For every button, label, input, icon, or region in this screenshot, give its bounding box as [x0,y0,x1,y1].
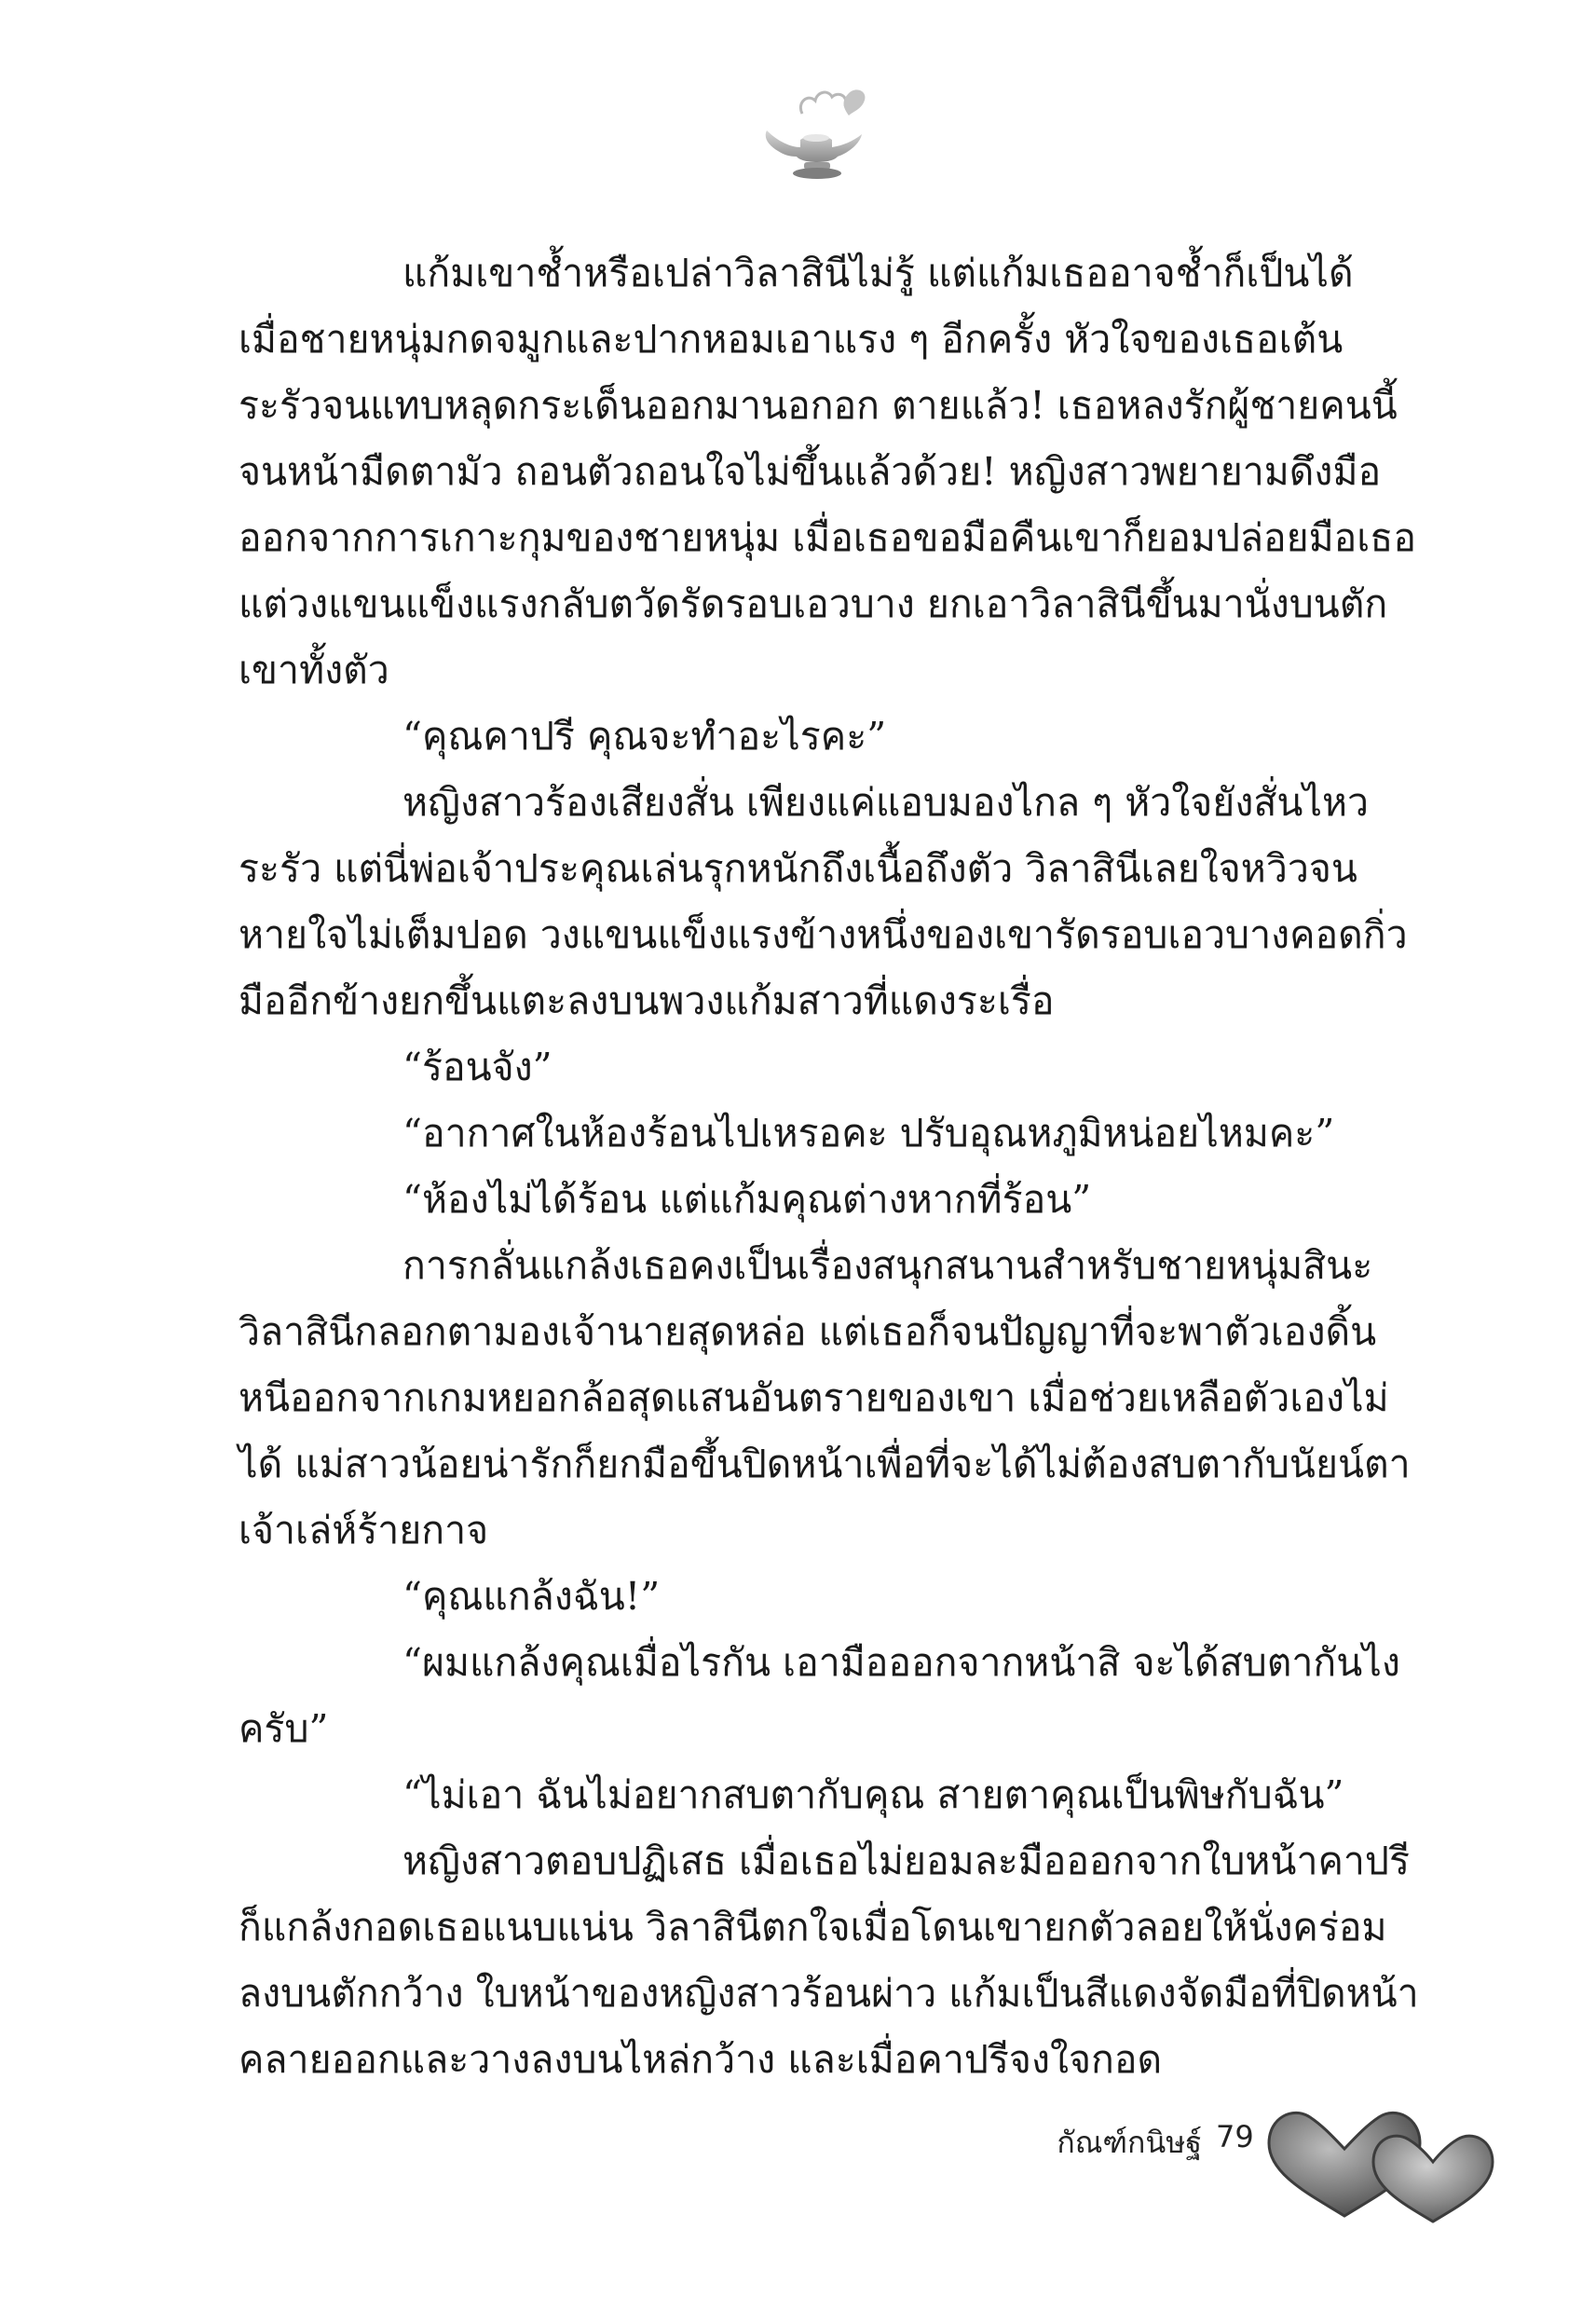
paragraph: หญิงสาวร้องเสียงสั่น เพียงแค่แอบมองไกล ๆ หัวใจยังสั่นไหวระรัว แต่นี่พ่อเจ้าประคุณเล่นรุกหนักถึงเนื้อถึงตัว วิลาสินีเลยใจหวิวจนหายใจไม่เต็มปอด วงแขนแข็งแรงข้างหนึ่งของเขารัดรอบเอวบางคอดกิ่วมืออีกข้างยกขึ้นแตะลงบนพวงแก้มสาวที่แดงระเรื่อ [239,780,1408,1023]
paragraph: “ผมแกล้งคุณเมื่อไรกัน เอามือออกจากหน้าสิ จะได้สบตากันไงครับ” [239,1640,1400,1751]
paragraph: “ไม่เอา ฉันไม่อยากสบตากับคุณ สายตาคุณเป็นพิษกับฉัน” [402,1772,1344,1817]
hearts-icon [1256,2095,1535,2225]
paragraph: การกลั่นแกล้งเธอคงเป็นเรื่องสนุกสนานสำหรับชายหนุ่มสินะ วิลาสินีกลอกตามองเจ้านายสุดหล่อ แต่เธอก็จนปัญญาที่จะพาตัวเองดิ้นหนีออกจากเกมหยอกล้อสุดแสนอันตรายของเขา เมื่อช่วยเหลือตัวเองไม่ได้ แม่สาวน้อยน่ารักก็ยกมือขึ้นปิดหน้าเพื่อที่จะได้ไม่ต้องสบตากับนัยน์ตาเจ้าเล่ห์ร้ายกาจ [239,1243,1411,1552]
paragraph: หญิงสาวตอบปฏิเสธ เมื่อเธอไม่ยอมละมือออกจากใบหน้าคาปรีก็แกล้งกอดเธอแนบแน่น วิลาสินีตกใจเมื่อโดนเขายกตัวลอยให้นั่งคร่อมลงบนตักกว้าง ใบหน้าของหญิงสาวร้อนผ่าว แก้มเป็นสีแดงจัดมือที่ปิดหน้าคลายออกและวางลงบนไหล่กว้าง และเมื่อคาปรีจงใจกอด [239,1839,1419,2082]
paragraph: “ร้อนจัง” [402,1045,552,1089]
page-number: 79 [1216,2119,1254,2154]
author-name: กัณฑ์กนิษฐ์ [1057,2125,1202,2160]
body-text [239,240,1420,2093]
page-footer [1006,2095,1565,2235]
paragraph: แก้มเขาช้ำหรือเปล่าวิลาสินีไม่รู้ แต่แก้มเธออาจช้ำก็เป็นได้ เมื่อชายหนุ่มกดจมูกและปากหอมเอาแรง ๆ อีกครั้ง หัวใจของเธอเต้นระรัวจนแทบหลุดกระเด็นออกมานอกอก ตายแล้ว! เธอหลงรักผู้ชายคนนี้จนหน้ามืดตามัว ถอนตัวถอนใจไม่ขึ้นแล้วด้วย! หญิงสาวพยายามดึงมือออกจากการเกาะกุมของชายหนุ่ม เมื่อเธอขอมือคืนเขาก็ยอมปล่อยมือเธอ แต่วงแขนแข็งแรงกลับตวัดรัดรอบเอวบาง ยกเอาวิลาสินีขึ้นมานั่งบนตักเขาทั้งตัว [239,251,1416,692]
paragraph: “คุณแกล้งฉัน!” [402,1574,661,1619]
paragraph: “อากาศในห้องร้อนไปเหรอคะ ปรับอุณหภูมิหน่อยไหมคะ” [402,1111,1335,1156]
paragraph: “คุณคาปรี คุณจะทำอะไรคะ” [402,714,887,759]
genie-lamp-icon [759,86,876,190]
paragraph: “ห้องไม่ได้ร้อน แต่แก้มคุณต่างหากที่ร้อน” [402,1177,1092,1222]
